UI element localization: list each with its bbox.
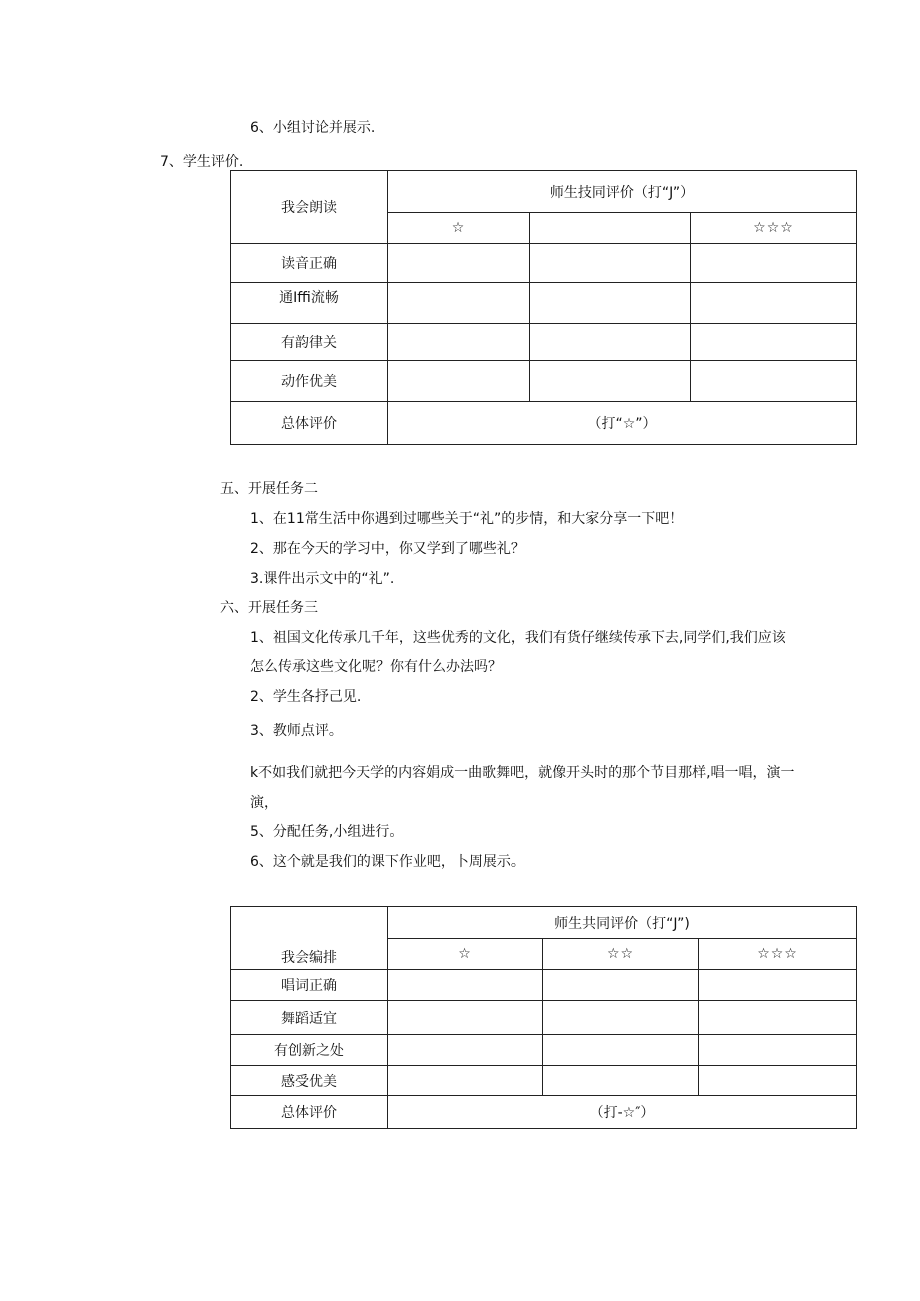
table1-header-left: 我会朗读 (231, 171, 388, 244)
task2-item-2: 2、那在今天的学习中，你又学到了哪些礼？ (250, 541, 525, 557)
table1-row-label: 读音正确 (231, 244, 388, 283)
table-row (231, 244, 857, 283)
table-row (231, 283, 857, 324)
table-cell (388, 361, 530, 402)
step-6-group-discussion: 6、小组讨论并展示. (250, 120, 376, 136)
table1-total-value: （打“☆”） (388, 402, 857, 445)
table2-total-value: （打-☆″） (388, 1096, 857, 1129)
task2-heading: 五、开展任务二 (220, 481, 318, 497)
table-cell (699, 1066, 857, 1096)
table-cell (530, 361, 691, 402)
table-cell (543, 970, 699, 1001)
task3-item-4-line-1: k不如我们就把今天学的内容娟成一曲歌舞吧，就像开头时的那个节目那样,唱一唱，演一 (250, 765, 795, 781)
table-row (231, 1096, 857, 1129)
table2-row-label: 舞蹈适宜 (231, 1001, 388, 1035)
table-cell (530, 244, 691, 283)
task3-item-3: 3、教师点评。 (250, 723, 343, 739)
reading-evaluation-table (230, 170, 857, 445)
table-cell (691, 244, 857, 283)
table2-row-label: 唱词正确 (231, 970, 388, 1001)
table2-star-col-1: ☆ (388, 939, 543, 970)
table2-total-label: 总体评价 (231, 1096, 388, 1129)
table2-star-col-3: ☆☆☆ (699, 939, 857, 970)
table-cell (691, 283, 857, 324)
table-row (231, 1066, 857, 1096)
table2-header-left: 我会编排 (231, 907, 388, 970)
table-row (231, 361, 857, 402)
table2-row-label: 感受优美 (231, 1066, 388, 1096)
table2-star-col-2: ☆☆ (543, 939, 699, 970)
task2-item-1: 1、在11常生活中你遇到过哪些关于“礼”的步情，和大家分享一下吧！ (250, 511, 684, 527)
table-cell (388, 244, 530, 283)
table-row (231, 1035, 857, 1066)
table1-header-right: 师生技同评价（打“J”） (388, 171, 857, 213)
task3-item-5: 5、分配任务,小组进行。 (250, 824, 404, 840)
task3-item-6: 6、这个就是我们的课下作业吧，卜周展示。 (250, 854, 525, 870)
table-cell (388, 1066, 543, 1096)
table-cell (543, 1066, 699, 1096)
table-cell (530, 283, 691, 324)
table-cell (699, 970, 857, 1001)
table2-row-label: 有创新之处 (231, 1035, 388, 1066)
table-cell (388, 283, 530, 324)
table-row (231, 1001, 857, 1035)
table-cell (388, 970, 543, 1001)
table1-row-label: 动作优美 (231, 361, 388, 402)
task2-item-3: 3.课件出示文中的“礼”. (250, 571, 395, 587)
table1-total-label: 总体评价 (231, 402, 388, 445)
table-cell (691, 361, 857, 402)
table-cell (530, 324, 691, 361)
table-row (231, 324, 857, 361)
table2-header-right: 师生共同评价（打“J”) (388, 907, 857, 939)
table-cell (388, 324, 530, 361)
table-cell (543, 1035, 699, 1066)
task3-item-4-line-2: 演， (250, 795, 278, 811)
task3-item-1-line-1: 1、祖国文化传承几千年，这些优秀的文化，我们有货仔继续传承下去,同学们,我们应该 (250, 630, 786, 646)
table1-row-label: 有韵律关 (231, 324, 388, 361)
table-row (231, 402, 857, 445)
task3-item-1-line-2: 怎么传承这些文化呢？你有什么办法吗？ (250, 659, 502, 675)
table1-star-col-1: ☆ (388, 213, 530, 244)
task3-item-2: 2、学生各抒己见. (250, 689, 362, 705)
table-cell (699, 1001, 857, 1035)
table1-star-col-3: ☆☆☆ (691, 213, 857, 244)
table-cell (691, 324, 857, 361)
table1-star-col-2 (530, 213, 691, 244)
step-7-student-evaluation: 7、学生评价. (160, 154, 244, 170)
table1-row-label: 通Iffi流畅 (231, 283, 388, 324)
task3-heading: 六、开展任务三 (220, 600, 318, 616)
table-cell (543, 1001, 699, 1035)
table-cell (388, 1035, 543, 1066)
choreography-evaluation-table (230, 906, 857, 1129)
table-row (231, 970, 857, 1001)
table-cell (388, 1001, 543, 1035)
table-cell (699, 1035, 857, 1066)
